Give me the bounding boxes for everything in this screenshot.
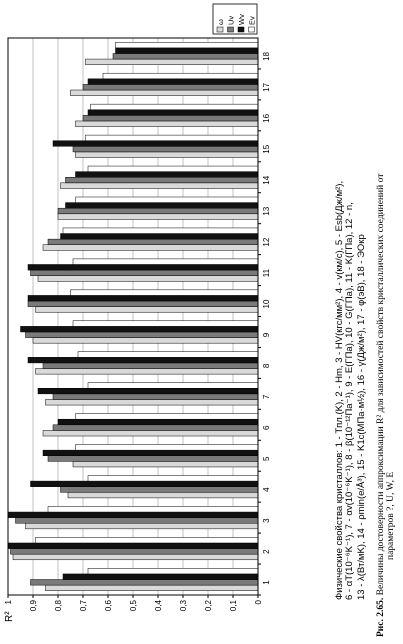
y-tick-label: 0	[254, 600, 263, 605]
category-label: 8	[262, 363, 271, 369]
bar-12-s2	[61, 234, 259, 240]
legend-swatch-3	[249, 27, 255, 32]
y-tick-label: 0,7	[79, 600, 88, 612]
bar-7-s0	[46, 399, 259, 405]
bar-17-s3	[103, 73, 258, 79]
bar-14-s2	[76, 172, 259, 178]
x-axis-caption-line-1: Физические свойства кристаллов: 1 - Tпл.(K), 2 - Hm, 3 - HV(кгс/мм²), 4 - v(км/с), 5 - Esb(Дж/м²),	[334, 180, 345, 600]
bar-13-s0	[58, 214, 258, 220]
category-label: 5	[262, 456, 271, 461]
legend-label-1: Uv	[226, 15, 236, 25]
bar-10-s3	[71, 290, 259, 296]
bar-7-s3	[88, 383, 258, 389]
bar-12-s3	[63, 228, 258, 234]
bar-9-s2	[21, 326, 259, 332]
bar-2-s1	[11, 549, 259, 555]
bar-18-s3	[116, 42, 259, 48]
category-label: 6	[262, 425, 271, 431]
bar-7-s1	[53, 394, 258, 400]
legend-swatch-0	[217, 27, 223, 32]
bar-14-s3	[88, 166, 258, 172]
bar-11-s3	[73, 259, 258, 265]
category-label: 2	[262, 549, 271, 554]
bar-3-s2	[8, 512, 258, 518]
category-label: 18	[262, 52, 271, 61]
bar-18-s0	[86, 59, 259, 65]
bar-16-s0	[76, 121, 259, 127]
bar-18-s1	[113, 53, 258, 59]
bar-17-s0	[71, 90, 259, 96]
bar-2-s3	[36, 537, 259, 543]
bar-7-s2	[38, 388, 258, 394]
bar-9-s3	[73, 321, 258, 327]
category-label: 15	[262, 144, 271, 154]
figure-caption-line-1	[376, 174, 386, 637]
y-tick-label: 0,2	[204, 600, 213, 612]
bar-1-s1	[31, 580, 259, 586]
bar-6-s1	[53, 425, 258, 431]
legend-label-2: Wv	[237, 14, 246, 25]
bar-15-s0	[76, 152, 259, 158]
bar-6-s2	[58, 419, 258, 425]
bar-11-s2	[28, 264, 258, 270]
bar-6-s3	[76, 414, 259, 420]
category-label: 7	[262, 394, 271, 400]
bar-10-s2	[28, 295, 258, 301]
bar-4-s1	[61, 487, 259, 493]
bar-8-s2	[28, 357, 258, 363]
bar-16-s3	[91, 104, 259, 110]
bar-11-s1	[31, 270, 259, 276]
bar-9-s0	[33, 338, 258, 344]
bar-12-s0	[43, 245, 258, 251]
bar-13-s3	[76, 197, 259, 203]
bar-5-s3	[76, 445, 259, 451]
figure-number: Рис. 2.65.	[376, 597, 386, 637]
bar-1-s2	[63, 574, 258, 580]
category-label: 13	[262, 206, 271, 216]
category-label: 17	[262, 82, 271, 92]
bar-2-s2	[8, 543, 258, 549]
legend-swatch-1	[228, 27, 234, 32]
category-label: 12	[262, 237, 271, 247]
bar-9-s1	[26, 332, 259, 338]
legend-label-0: ω	[216, 19, 225, 25]
bar-3-s0	[26, 523, 259, 529]
bar-5-s2	[43, 450, 258, 456]
category-label: 3	[262, 518, 271, 523]
bar-5-s1	[48, 456, 258, 462]
bar-3-s3	[48, 506, 258, 512]
category-label: 14	[262, 175, 271, 185]
y-tick-label: 1	[4, 600, 13, 605]
bar-15-s3	[86, 135, 259, 141]
y-tick-label: 0,1	[229, 600, 238, 612]
bar-8-s1	[43, 363, 258, 369]
y-axis-title: R²	[4, 611, 15, 622]
bar-10-s0	[36, 307, 259, 313]
bar-5-s0	[73, 461, 258, 467]
y-tick-label: 0,3	[179, 600, 188, 612]
bar-11-s0	[38, 276, 258, 282]
bar-1-s3	[88, 568, 258, 574]
x-axis-caption-line-2: 6 - αT(10⁻⁶K⁻¹), 7 - αv(10⁻⁶K⁻¹), 8 - β(10⁻¹²Па⁻¹), 9 - E(ГПа), 10 - G(ГПа), 11 - K(ГПа), 12 - n,	[344, 202, 355, 600]
bar-4-s0	[68, 492, 258, 498]
bar-16-s2	[88, 110, 258, 116]
bar-1-s0	[46, 585, 259, 591]
category-label: 9	[262, 332, 271, 338]
x-axis-caption-line-3: 13 - λ(Вт/мK), 14 - ρmin(e/Å³), 15 - K1c(МПа·м½), 16 - γ(Дж/м²), 17 - φ(эВ), 18 - ЭОкр	[356, 234, 367, 600]
bar-4-s2	[31, 481, 259, 487]
bar-18-s2	[116, 48, 259, 54]
category-label: 11	[262, 268, 271, 278]
category-label: 1	[262, 580, 271, 585]
bar-6-s0	[43, 430, 258, 436]
bar-13-s1	[58, 208, 258, 214]
category-label: 4	[262, 487, 271, 492]
bar-17-s2	[88, 79, 258, 85]
legend-swatch-2	[238, 27, 244, 32]
y-tick-label: 0,8	[54, 600, 63, 612]
y-tick-label: 0,4	[154, 600, 163, 612]
y-tick-label: 0,9	[29, 600, 38, 612]
category-label: 10	[262, 299, 271, 309]
bar-4-s3	[88, 475, 258, 481]
bar-13-s2	[66, 203, 259, 209]
bar-8-s0	[36, 369, 259, 375]
bar-15-s2	[53, 141, 258, 147]
figure-caption-line-2: параметров ?, U, W, E	[386, 471, 396, 560]
category-label: 16	[262, 113, 271, 123]
figure-caption-text: Величины достоверности аппроксимации R² для зависимостей свойств кристаллических соединений от	[376, 173, 386, 596]
bar-15-s1	[73, 146, 258, 152]
bar-8-s3	[78, 352, 258, 358]
bar-3-s1	[16, 518, 259, 524]
bar-12-s1	[48, 239, 258, 245]
bar-14-s1	[66, 177, 259, 183]
y-tick-label: 0,5	[129, 600, 138, 612]
legend	[213, 4, 257, 34]
bar-17-s1	[83, 84, 258, 90]
bar-2-s0	[13, 554, 258, 560]
legend-label-3: Ev	[247, 16, 257, 25]
bar-10-s1	[28, 301, 258, 307]
bar-14-s0	[61, 183, 259, 189]
bar-16-s1	[83, 115, 258, 121]
y-tick-label: 0,6	[104, 600, 113, 612]
